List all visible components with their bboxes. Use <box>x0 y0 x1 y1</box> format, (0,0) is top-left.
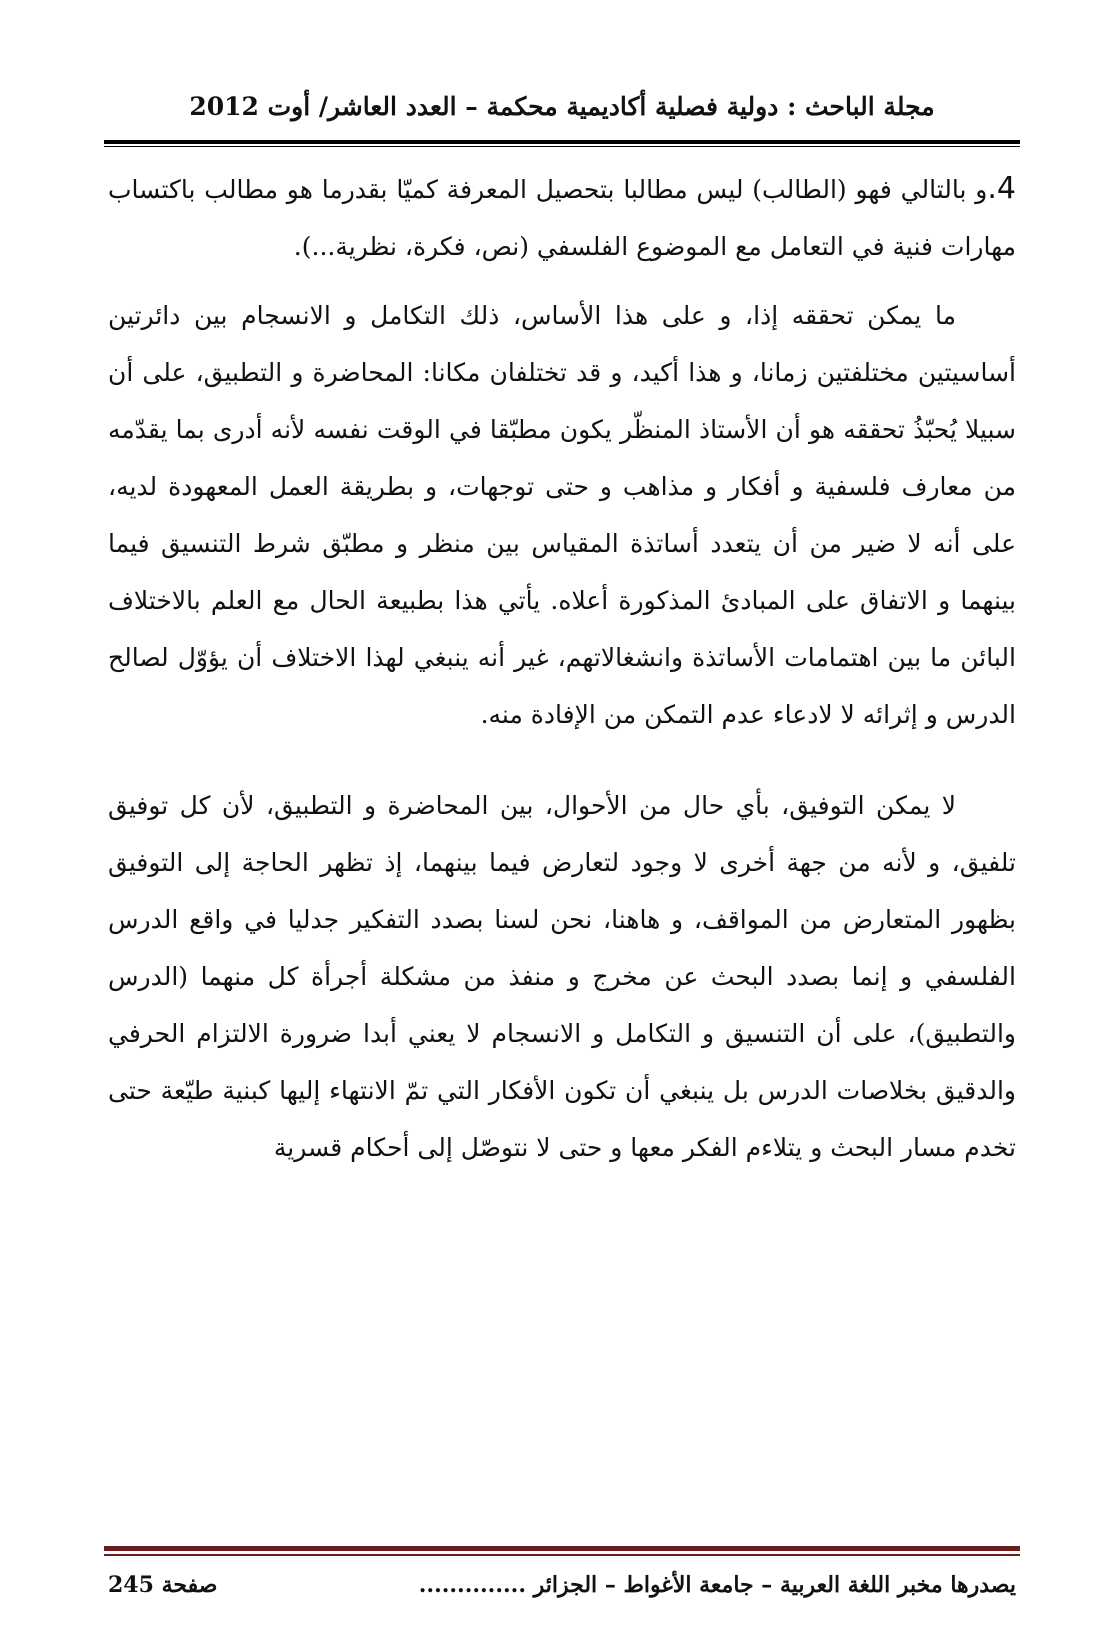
header-rule-thin <box>104 146 1020 147</box>
footer-rule <box>104 1546 1020 1551</box>
article-body <box>108 160 1016 1176</box>
publisher-note: يصدرها مخبر اللغة العربية – جامعة الأغواط – الجزائر .............. <box>418 1572 1016 1598</box>
list-item-number: 4. <box>987 171 1016 206</box>
paragraph-2: لا يمكن التوفيق، بأي حال من الأحوال، بين المحاضرة و التطبيق، لأن كل توفيق تلفيق، و لأنه من جهة أخرى لا وجود لتعارض فيما بينهما، إذ تظهر الحاجة إلى التوفيق بظهور المتعارض من المواقف، و هاهنا، نحن لسنا بصدد التفكير جدليا في واقع الدرس الفلسفي و إنما بصدد البحث عن مخرج و منفذ من مشكلة أجرأة كل منهما (الدرس والتطبيق)، على أن التنسيق و التكامل و الانسجام لا يعني أبدا ضرورة الالتزام الحرفي والدقيق بخلاصات الدرس بل ينبغي أن تكون الأفكار التي تمّ الانتهاء إليها كبنية طيّعة حتى تخدم مسار البحث و يتلاءم الفكر معها و حتى لا نتوصّل إلى أحكام قسرية <box>108 791 1016 1162</box>
list-item-text: و بالتالي فهو (الطالب) ليس مطالبا بتحصيل المعرفة كميّا بقدرما هو مطالب باكتساب مهارات فنية في التعامل مع الموضوع الفلسفي (نص، فكرة، نظرية...). <box>108 175 1016 261</box>
header-rule <box>104 140 1020 144</box>
list-item-4 <box>108 160 1016 275</box>
journal-header: مجلة الباحث : دولية فصلية أكاديمية محكمة – العدد العاشر/ أوت 2012 <box>189 92 935 121</box>
paragraph-1: ما يمكن تحققه إذا، و على هذا الأساس، ذلك التكامل و الانسجام بين دائرتين أساسيتين مختلفتين زمانا، و هذا أكيد، و قد تختلفان مكانا: المحاضرة و التطبيق، على أن سبيلا يُحبّذُ تحققه هو أن الأستاذ المنظّر يكون مطبّقا في الوقت نفسه لأنه أدرى بما يقدّمه من معارف فلسفية و أفكار و مذاهب و حتى توجهات، و بطريقة العمل المعهودة لديه، على أنه لا ضير من أن يتعدد أساتذة المقياس بين منظر و مطبّق شرط التنسيق فيما بينهما و الاتفاق على المبادئ المذكورة أعلاه. يأتي هذا بطبيعة الحال مع العلم بالاختلاف البائن ما بين اهتمامات الأساتذة وانشغالاتهم، غير أنه ينبغي لهذا الاختلاف أن يؤوّل لصالح الدرس و إثرائه لا لادعاء عدم التمكن من الإفادة منه. <box>108 301 1016 729</box>
page-number: صفحة 245 <box>108 1572 218 1598</box>
footer-rule-thin <box>104 1554 1020 1556</box>
